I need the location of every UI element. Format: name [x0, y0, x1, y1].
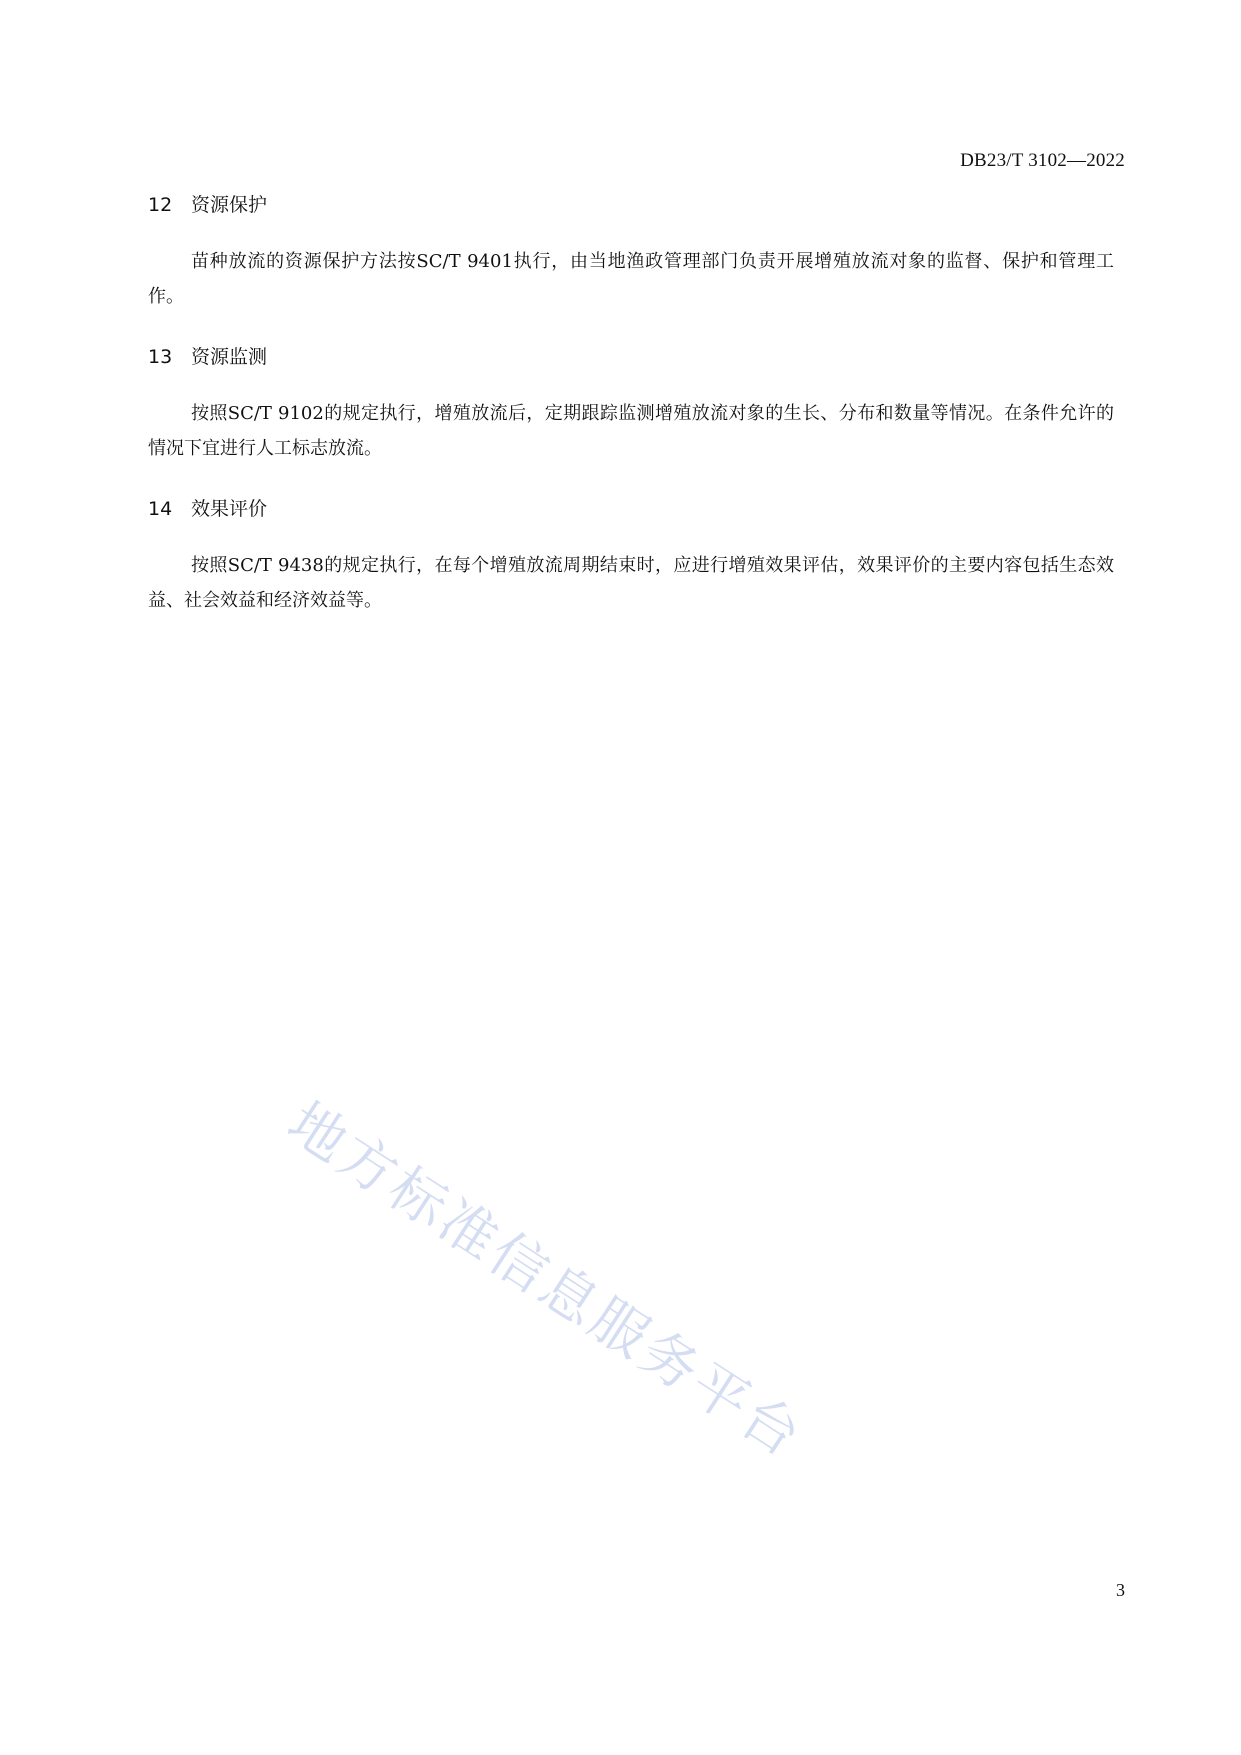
page-number: 3 — [1116, 1580, 1125, 1600]
section-resource-protection — [148, 190, 1114, 314]
section-heading — [148, 342, 1114, 372]
section-number: 14 — [148, 498, 173, 520]
section-title: 资源监测 — [191, 346, 268, 368]
section-heading — [148, 190, 1114, 220]
section-body: 苗种放流的资源保护方法按SC/T 9401执行，由当地渔政管理部门负责开展增殖放流对象的监督、保护和管理工作。 — [148, 251, 1114, 307]
watermark: 地方标准信息服务平台 — [276, 1090, 815, 1472]
section-number: 12 — [148, 194, 173, 216]
document-code: DB23/T 3102—2022 — [960, 150, 1125, 171]
section-body: 按照SC/T 9438的规定执行，在每个增殖放流周期结束时，应进行增殖效果评估，效果评价的主要内容包括生态效益、社会效益和经济效益等。 — [148, 555, 1114, 611]
section-body: 按照SC/T 9102的规定执行，增殖放流后，定期跟踪监测增殖放流对象的生长、分布和数量等情况。在条件允许的情况下宜进行人工标志放流。 — [148, 403, 1114, 459]
section-resource-monitoring — [148, 342, 1114, 466]
section-heading — [148, 494, 1114, 524]
section-effect-evaluation — [148, 494, 1114, 618]
section-number: 13 — [148, 346, 173, 368]
section-title: 资源保护 — [191, 194, 268, 216]
section-title: 效果评价 — [191, 498, 268, 520]
document-content — [148, 190, 1114, 646]
